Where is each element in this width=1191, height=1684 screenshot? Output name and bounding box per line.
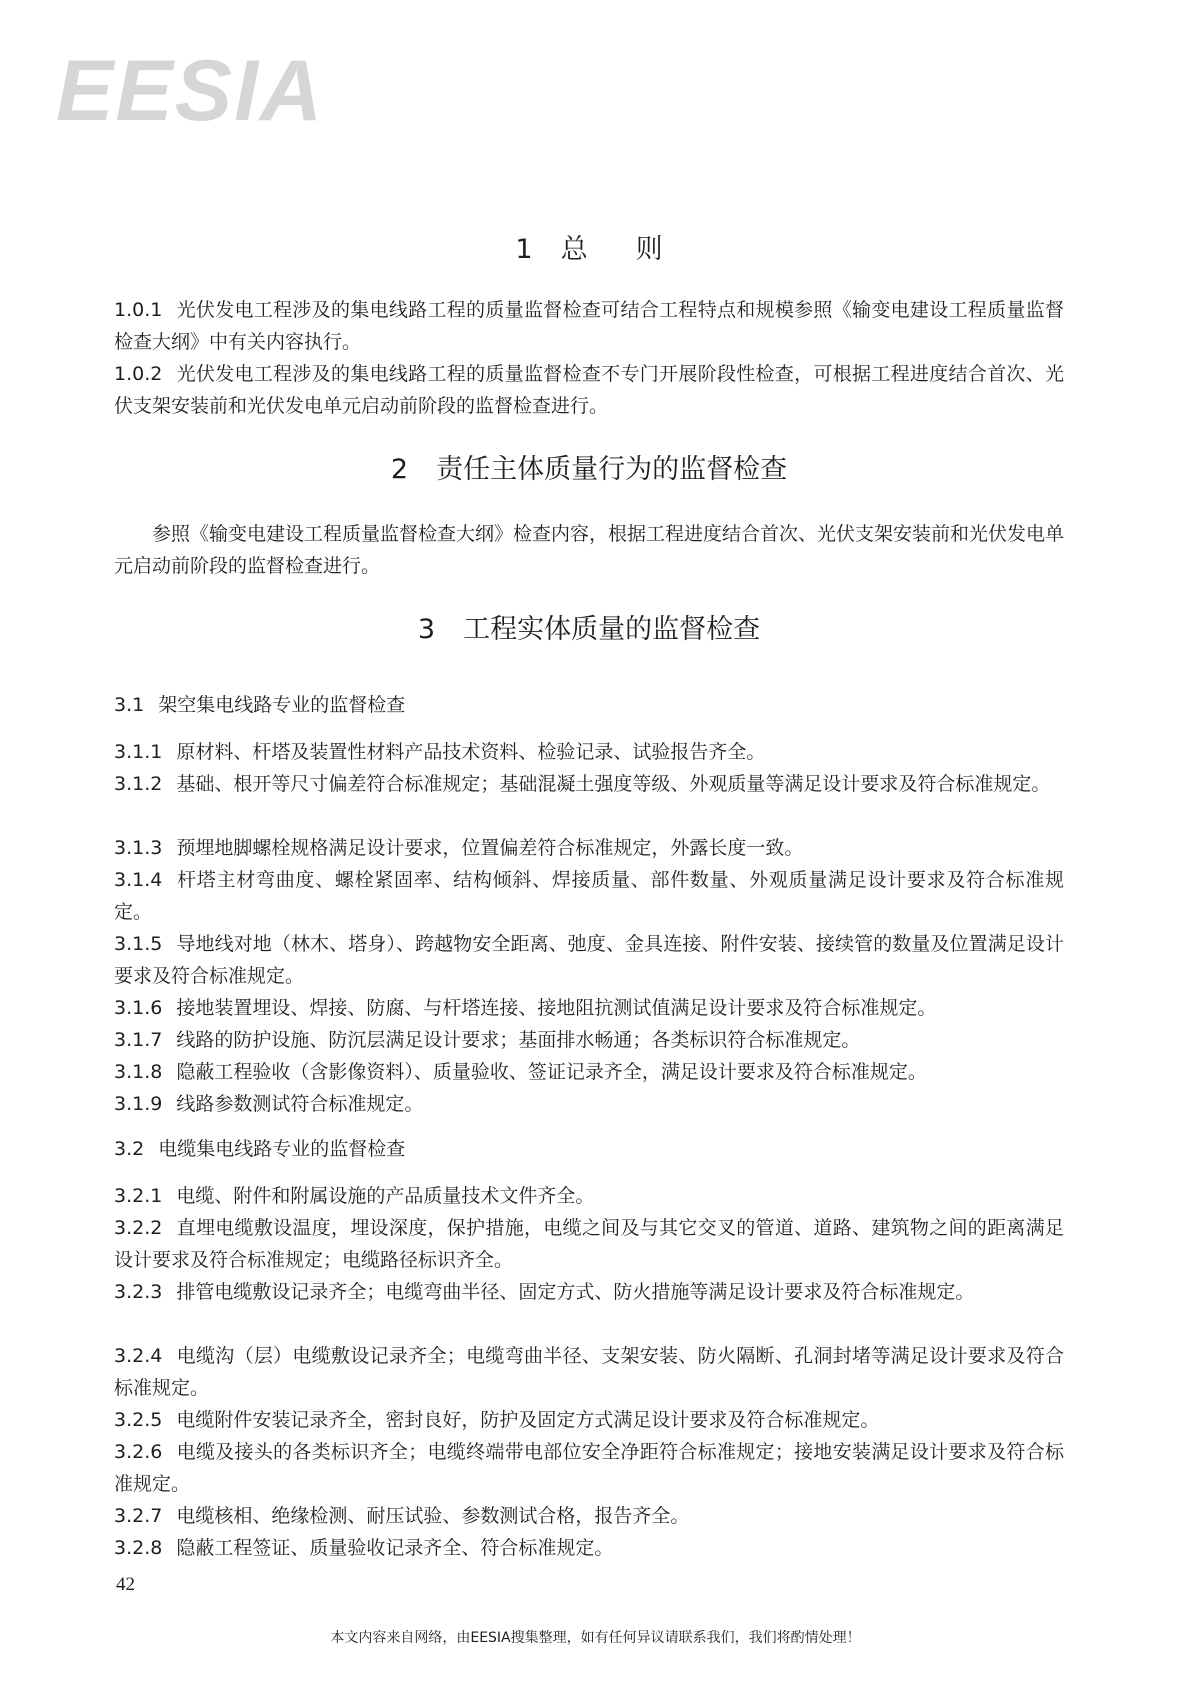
clause-3-2-7 [114,1500,1064,1532]
clause-text: 隐蔽工程签证、质量验收记录齐全、符合标准规定。 [176,1537,614,1559]
page-number: 42 [116,1574,135,1595]
clause-text: 直埋电缆敷设温度，埋设深度，保护措施，电缆之间及与其它交叉的管道、道路、建筑物之间的距离满足设计要求及符合标准规定；电缆路径标识齐全。 [114,1217,1064,1271]
clause-number: 3.2.4 [114,1345,163,1367]
clause-3-1-4 [114,864,1064,928]
chapter-number: 2 [390,454,409,485]
clause-number: 3.1.4 [114,869,163,891]
clause-number: 3.1.3 [114,837,163,859]
clause-number: 3.1.5 [114,933,163,955]
clause-text: 原材料、杆塔及装置性材料产品技术资料、检验记录、试验报告齐全。 [176,741,766,763]
clause-3-1-5 [114,928,1064,992]
clause-3-1-2 [114,768,1064,800]
chapter-title: 责任主体质量行为的监督检查 [436,454,788,485]
clause-number: 3.2.8 [114,1537,163,1559]
clause-1-0-2 [114,358,1064,422]
clause-number: 3.2.1 [114,1185,163,1207]
section-3-1-heading [114,696,405,715]
clause-number: 3.1.8 [114,1061,163,1083]
chapter-2-paragraph: 参照《输变电建设工程质量监督检查大纲》检查内容，根据工程进度结合首次、光伏支架安装前和光伏发电单元启动前阶段的监督检查进行。 [114,523,1065,577]
clause-text: 电缆核相、绝缘检测、耐压试验、参数测试合格，报告齐全。 [176,1505,690,1527]
clause-text: 导地线对地（林木、塔身）、跨越物安全距离、弛度、金具连接、附件安装、接续管的数量及位置满足设计要求及符合标准规定。 [114,933,1064,987]
clause-text: 基础、根开等尺寸偏差符合标准规定；基础混凝土强度等级、外观质量等满足设计要求及符合标准规定。 [176,773,1051,795]
clause-text: 预埋地脚螺栓规格满足设计要求，位置偏差符合标准规定，外露长度一致。 [176,837,804,859]
clause-3-2-5 [114,1404,1064,1436]
clause-3-1-8 [114,1056,1064,1088]
clause-number: 3.1.1 [114,741,163,763]
clause-3-2-3 [114,1276,1064,1308]
chapter-3-heading [114,616,1064,643]
clause-text: 光伏发电工程涉及的集电线路工程的质量监督检查可结合工程特点和规模参照《输变电建设工程质量监督检查大纲》中有关内容执行。 [114,299,1064,353]
section-title: 架空集电线路专业的监督检查 [158,694,406,716]
clause-text: 隐蔽工程验收（含影像资料）、质量验收、签证记录齐全，满足设计要求及符合标准规定。 [176,1061,927,1083]
clause-number: 1.0.2 [114,363,163,385]
section-3-2-heading [114,1140,405,1159]
clause-1-0-1 [114,294,1064,358]
clause-number: 3.1.2 [114,773,163,795]
chapter-1-heading [114,236,1064,263]
chapter-number: 1 [515,234,533,265]
clause-text: 电缆及接头的各类标识齐全；电缆终端带电部位安全净距符合标准规定；接地安装满足设计要求及符合标准规定。 [114,1441,1064,1495]
clause-3-2-6 [114,1436,1064,1500]
clause-3-2-4 [114,1340,1064,1404]
clause-number: 3.1.9 [114,1093,163,1115]
eesia-logo: EESIA [56,43,325,139]
clause-text: 电缆附件安装记录齐全，密封良好，防护及固定方式满足设计要求及符合标准规定。 [176,1409,880,1431]
clause-text: 电缆沟（层）电缆敷设记录齐全；电缆弯曲半径、支架安装、防火隔断、孔洞封堵等满足设计要求及符合标准规定。 [114,1345,1064,1399]
section-number: 3.2 [114,1138,145,1160]
clause-3-2-8 [114,1532,1064,1564]
chapter-title: 工程实体质量的监督检查 [463,614,761,645]
clause-3-1-1 [114,736,1064,768]
clause-text: 排管电缆敷设记录齐全；电缆弯曲半径、固定方式、防火措施等满足设计要求及符合标准规定。 [176,1281,975,1303]
section-title: 电缆集电线路专业的监督检查 [158,1138,406,1160]
clause-text: 光伏发电工程涉及的集电线路工程的质量监督检查不专门开展阶段性检查，可根据工程进度结合首次、光伏支架安装前和光伏发电单元启动前阶段的监督检查进行。 [114,363,1064,417]
clause-text: 电缆、附件和附属设施的产品质量技术文件齐全。 [176,1185,595,1207]
chapter-number: 3 [417,614,436,645]
clause-text: 线路的防护设施、防沉层满足设计要求；基面排水畅通；各类标识符合标准规定。 [176,1029,861,1051]
clause-text: 接地装置埋设、焊接、防腐、与杆塔连接、接地阻抗测试值满足设计要求及符合标准规定。 [176,997,937,1019]
clause-number: 3.2.5 [114,1409,163,1431]
section-number: 3.1 [114,694,145,716]
footer-disclaimer: 本文内容来自网络，由EESIA搜集整理，如有任何异议请联系我们，我们将酌情处理！ [330,1630,861,1646]
clause-3-1-7 [114,1024,1064,1056]
clause-3-2-2 [114,1212,1064,1276]
clause-number: 3.2.6 [114,1441,163,1463]
clause-number: 1.0.1 [114,299,163,321]
chapter-title-part: 总 [560,234,636,265]
chapter-2-heading [114,456,1064,483]
clause-3-1-6 [114,992,1064,1024]
clause-number: 3.2.2 [114,1217,163,1239]
clause-3-2-1 [114,1180,1064,1212]
clause-text: 杆塔主材弯曲度、螺栓紧固率、结构倾斜、焊接质量、部件数量、外观质量满足设计要求及符合标准规定。 [114,869,1064,923]
clause-text: 线路参数测试符合标准规定。 [176,1093,424,1115]
clause-number: 3.1.6 [114,997,163,1019]
clause-number: 3.2.3 [114,1281,163,1303]
chapter-title-part: 则 [635,234,663,265]
clause-3-1-3 [114,832,1064,864]
clause-number: 3.2.7 [114,1505,163,1527]
clause-3-1-9 [114,1088,1064,1120]
clause-number: 3.1.7 [114,1029,163,1051]
